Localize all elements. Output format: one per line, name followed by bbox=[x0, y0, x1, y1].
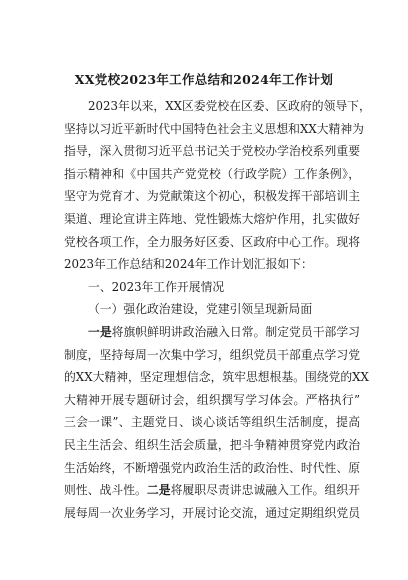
paragraph-line: 渠道、理论宣讲主阵地、党性锻炼大熔炉作用，扎实做好 bbox=[64, 211, 360, 226]
paragraph-line bbox=[64, 479, 360, 502]
enumerator-first: 一是 bbox=[88, 324, 112, 339]
paragraph-line: 的XX大精神，坚定理想信念，筑牢思想根基。围绕党的XX bbox=[64, 370, 369, 385]
section-heading: 一、2023年工作开展情况 bbox=[88, 279, 225, 294]
document-body bbox=[64, 95, 371, 524]
paragraph-line: 指导，深入贯彻习近平总书记关于党校办学治校系列重要 bbox=[64, 144, 360, 159]
paragraph-text: 将旗帜鲜明讲政治融入日常。制定党员干部学习 bbox=[111, 324, 360, 339]
enumerator-second: 二是 bbox=[146, 483, 171, 498]
paragraph-line: 2023年工作总结和2024年工作计划汇报如下： bbox=[64, 257, 313, 272]
paragraph-line: 指示精神和《中国共产党党校（行政学院）工作条例》， bbox=[64, 166, 360, 181]
paragraph-line: 生活始终，不断增强党内政治生活的政治性、时代性、原 bbox=[64, 460, 360, 475]
subsection-heading: （一）强化政治建设，党建引领呈现新局面 bbox=[88, 302, 313, 317]
paragraph-line: 坚持以习近平新时代中国特色社会主义思想和XX大精神为 bbox=[64, 121, 364, 136]
paragraph-line: 2023年以来，XX区委党校在区委、区政府的领导下， bbox=[88, 99, 371, 113]
paragraph-line: 三会一课”、主题党日、谈心谈话等组织生活制度，提高 bbox=[64, 415, 360, 430]
paragraph-line: 坚守为党育才、为党献策这个初心，积极发挥干部培训主 bbox=[64, 189, 360, 204]
paragraph-line: 制度，坚持每周一次集中学习，组织党员干部重点学习党 bbox=[64, 347, 360, 362]
paragraph-text: 将履职尽责讲忠诚融入工作。组织开 bbox=[170, 483, 360, 498]
paragraph-line: 党校各项工作，全力服务好区委、区政府中心工作。现将 bbox=[64, 234, 360, 249]
paragraph-line: 民主生活会、组织生活会质量，把斗争精神贯穿党内政治 bbox=[64, 437, 360, 452]
paragraph-line: 大精神开展专题研讨会，组织撰写学习体会。严格执行” bbox=[64, 392, 360, 407]
paragraph-line: 展每周一次业务学习，开展讨论交流，通过定期组织党员 bbox=[64, 505, 360, 520]
document-title: XX党校2023年工作总结和2024年工作计划 bbox=[74, 72, 334, 87]
paragraph-text: 则性、战斗性。 bbox=[64, 483, 147, 498]
paragraph-line bbox=[64, 321, 360, 344]
